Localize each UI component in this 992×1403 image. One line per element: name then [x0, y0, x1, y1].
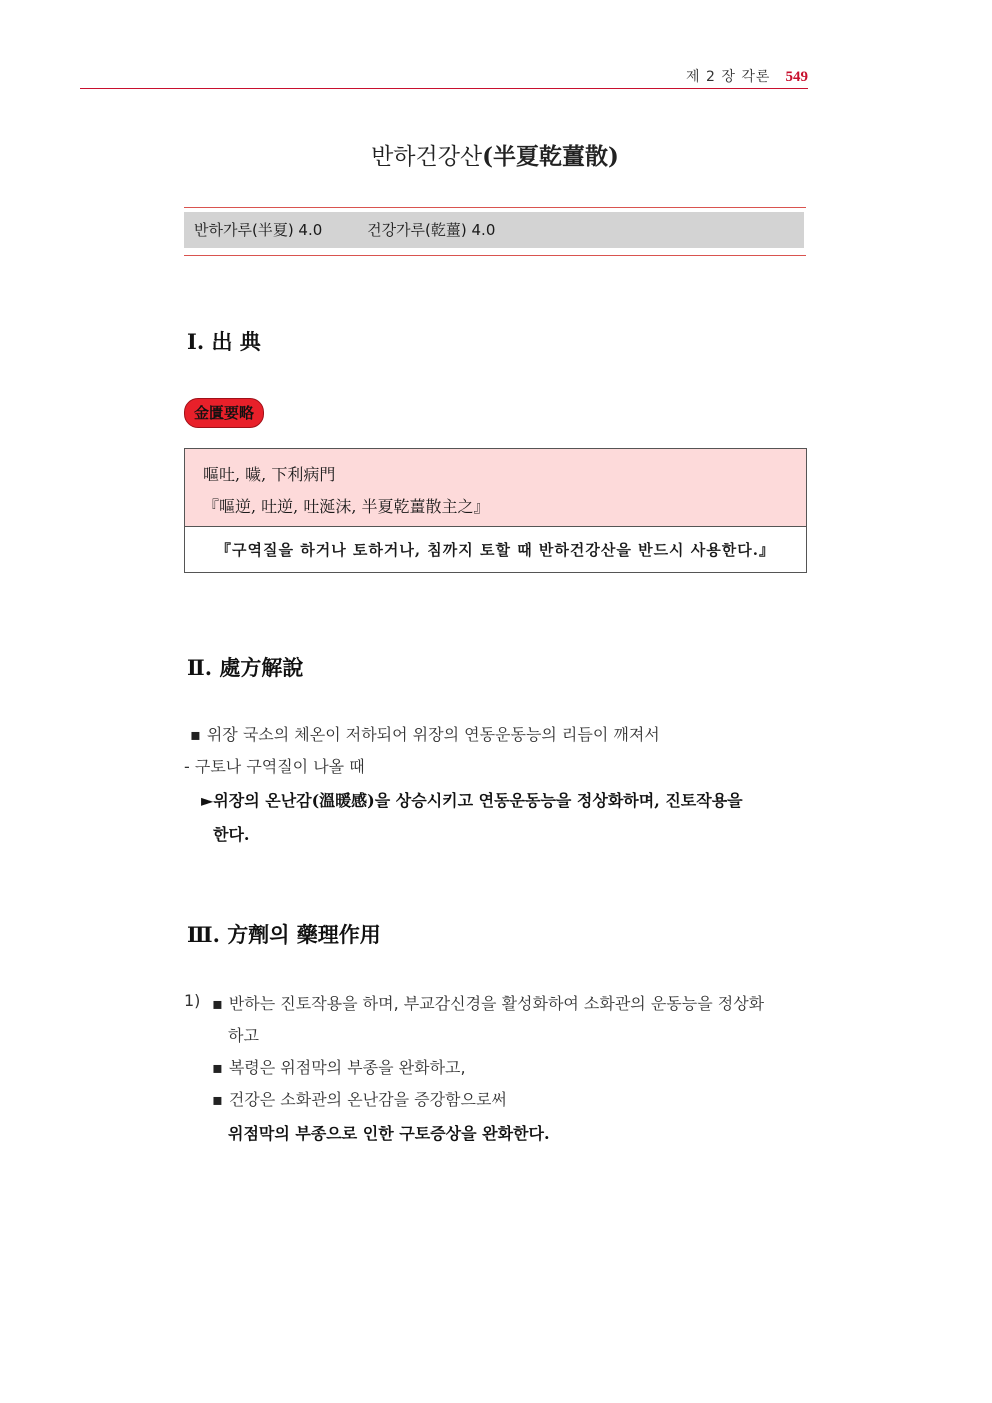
- pharmacology-line: ▪ 반하는 진토작용을 하며, 부교감신경을 활성화하여 소화관의 운동능을 정상화: [212, 991, 764, 1014]
- explanation-line: - 구토나 구역질이 나올 때: [184, 757, 365, 776]
- title-korean: 반하건강산: [371, 144, 483, 170]
- explanation-line: ►위장의 온난감(溫暖感)을 상승시키고 연동운동능을 정상화하며, 진토작용을: [201, 791, 743, 810]
- section-heading-origin: Ⅰ. 出 典: [187, 329, 261, 354]
- explanation-line: 한다.: [213, 825, 250, 844]
- pharmacology-line: ▪ 건강은 소화관의 온난감을 증강함으로써: [212, 1087, 507, 1110]
- quote-box: [184, 448, 807, 573]
- title-hanja: (半夏乾薑散): [482, 143, 619, 170]
- pharmacology-line: ▪ 복령은 위점막의 부종을 완화하고,: [212, 1055, 466, 1078]
- pharmacology-conclusion: 위점막의 부종으로 인한 구토증상을 완화한다.: [228, 1124, 550, 1143]
- herb-item: 반하가루(半夏) 4.0: [194, 221, 323, 239]
- classic-text: [185, 449, 806, 527]
- herb-item: 건강가루(乾薑) 4.0: [367, 221, 496, 239]
- section-heading-pharmacology: Ⅲ. 方劑의 藥理作用: [187, 922, 381, 947]
- page-title: [184, 138, 806, 171]
- classic-text-line: 『嘔逆, 吐逆, 吐涎沫, 半夏乾薑散主之』: [203, 497, 490, 516]
- page-header: [80, 66, 808, 89]
- section-heading-explanation: Ⅱ. 處方解說: [187, 655, 304, 680]
- prescription-band: [184, 207, 806, 256]
- chapter-label: 제 2 장 각론: [686, 69, 771, 85]
- korean-translation: 『구역질을 하거나 토하거나, 침까지 토할 때 반하건강산을 반드시 사용한다.』: [216, 541, 775, 559]
- classic-text-line: 嘔吐, 噦, 下利病門: [203, 465, 336, 484]
- item-number: 1): [184, 991, 201, 1010]
- source-badge: 金匱要略: [184, 398, 264, 428]
- page-number: 549: [785, 69, 808, 85]
- explanation-line: ▪ 위장 국소의 체온이 저하되어 위장의 연동운동능의 리듬이 깨져서: [190, 722, 660, 745]
- pharmacology-line: 하고: [228, 1026, 259, 1045]
